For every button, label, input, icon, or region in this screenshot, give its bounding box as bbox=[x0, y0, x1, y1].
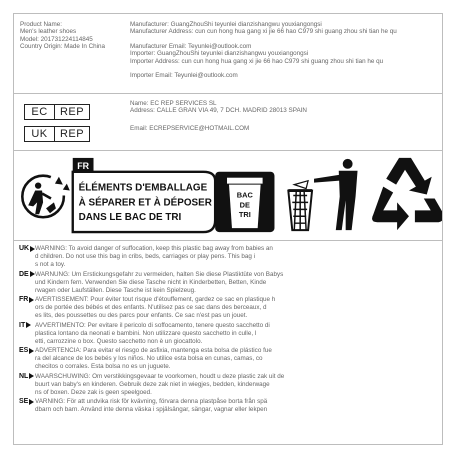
rep-email: Email: ECREPSERVICE@HOTMAIL.COM bbox=[130, 124, 250, 132]
language-tag bbox=[19, 398, 34, 405]
language-tag bbox=[19, 245, 35, 252]
product-name-label: Product Name: bbox=[20, 21, 62, 28]
warning-text-line: AVERTISSEMENT: Pour éviter tout risque d'étouffement, gardez ce sac en plastique h bbox=[35, 296, 276, 303]
warning-text-line: ra del alcance de los bebés y los niños. No utilice esta bolsa en cunas, camas, co bbox=[35, 355, 263, 362]
importer-email: Importer Email: Teyunlei@outlook.com bbox=[130, 72, 238, 80]
warning-text-line: dbarn och barn. Använd inte denna väska i spjälsängar, sängar, vagnar eller lekpen bbox=[35, 406, 268, 413]
language-code: UK bbox=[19, 245, 30, 252]
arrow-right-icon bbox=[30, 271, 35, 277]
tidyman-icon bbox=[288, 159, 357, 230]
warning-se bbox=[14, 398, 442, 414]
manufacturer-email: Manufacturer Email: Teyunlei@outlook.com bbox=[130, 42, 252, 50]
recycle-icon bbox=[372, 158, 442, 230]
manufacturer-importer-details bbox=[130, 21, 442, 79]
language-tag bbox=[19, 373, 34, 380]
triman-country: FR bbox=[77, 160, 90, 171]
product-label bbox=[13, 13, 443, 445]
warning-text-line: WARNUNG: Um Erstickungsgefahr zu vermeiden, halten Sie diese Plastiktüte von Babys bbox=[35, 270, 284, 278]
triman-icon bbox=[22, 176, 69, 218]
ec-rep-ec: EC bbox=[25, 105, 55, 119]
warning-text-line: es lits, des poussettes ou des parcs pour enfants. Ce sac n'est pas un jouet. bbox=[35, 312, 248, 319]
warning-text-line: AVVERTIMENTO: Per evitare il pericolo di soffocamento, tenere questo sacchetto di bbox=[35, 321, 270, 329]
arrow-right-icon bbox=[30, 246, 35, 252]
warnings-list bbox=[14, 245, 442, 416]
product-info-section bbox=[14, 14, 442, 94]
uk-rep-rep: REP bbox=[59, 128, 85, 140]
warning-text-line: rwagen oder Laufställen. Diese Tasche ist kein Spielzeug. bbox=[35, 286, 196, 294]
bin-label-1: BAC bbox=[236, 190, 253, 200]
manufacturer-address: Manufacturer Address: cun cun hong hua gang xi jie 66 hao C979 shi guang zhou shi tian he qu bbox=[130, 28, 397, 36]
rep-name: Name: EC REP SERVICES SL bbox=[130, 100, 217, 107]
warnings-section bbox=[14, 241, 442, 445]
language-tag bbox=[19, 296, 34, 303]
uk-rep-uk: UK bbox=[25, 127, 55, 141]
arrow-right-icon bbox=[26, 322, 31, 328]
arrow-right-icon bbox=[29, 399, 34, 405]
warning-nl bbox=[14, 373, 442, 397]
bin-label-2: DE bbox=[239, 200, 250, 210]
warning-es bbox=[14, 347, 442, 371]
language-code: SE bbox=[19, 398, 29, 405]
ec-rep-rep: REP bbox=[59, 106, 85, 118]
warning-text-line: s not a toy. bbox=[35, 261, 66, 268]
importer-address: Importer Address: cun cun hong hua gang xi jie 66 hao C979 shi guang zhou shi tian he qu bbox=[130, 57, 384, 65]
product-model: Model: 201731224114845 bbox=[20, 35, 93, 43]
warning-text-line: WARNING: To avoid danger of suffocation, keep this plastic bag away from babies an bbox=[35, 245, 273, 252]
warning-text-line: ADVERTENCIA: Para evitar el riesgo de asfixia, mantenga esta bolsa de plástico fue bbox=[35, 347, 272, 354]
triman-line-3: DANS LE BAC DE TRI bbox=[78, 212, 182, 224]
triman-line-1: ÉLÉMENTS D'EMBALLAGE bbox=[78, 182, 208, 194]
language-code: DE bbox=[19, 270, 29, 278]
warning-text-line: WAARSCHUWING: Om verstikkingsgevaar te voorkomen, houdt u deze plastic zak uit de bbox=[35, 372, 285, 380]
warning-uk bbox=[14, 245, 442, 269]
warning-text-line: plastica lontano da neonati e bambini. Non utilizzare questo sacchetto in culle, l bbox=[35, 329, 257, 337]
arrow-right-icon bbox=[29, 348, 34, 354]
warning-text-line: etti, carrozzine o box. Questo sacchetto non è un giocattolo. bbox=[35, 337, 203, 345]
warning-text-line: ns of boxen. Deze zak is geen speelgoed. bbox=[35, 388, 152, 396]
triman-line-2: À SÉPARER ET À DÉPOSER bbox=[78, 197, 212, 209]
rep-details bbox=[130, 100, 440, 132]
uk-rep-symbol bbox=[24, 126, 90, 142]
language-code: NL bbox=[19, 372, 29, 380]
ec-rep-symbol bbox=[24, 104, 90, 120]
warning-fr bbox=[14, 296, 442, 320]
language-tag bbox=[19, 271, 35, 278]
arrow-right-icon bbox=[29, 373, 34, 379]
manufacturer-name: Manufacturer: GuangZhouShi teyunlei dianzishangwu youxiangongsi bbox=[130, 21, 322, 28]
language-tag bbox=[19, 347, 34, 354]
warning-text-line: ors de portée des bébés et des enfants. N'utilisez pas ce sac dans des berceaux, d bbox=[35, 304, 267, 311]
warning-it bbox=[14, 322, 442, 346]
warning-text-line: und Kindern fern. Verwenden Sie diese Tasche nicht in Kinderbetten, Betten, Kinde bbox=[35, 278, 267, 286]
importer-name: Importer: GuangZhouShi teyunlei dianzishangwu youxiangongsi bbox=[130, 50, 309, 58]
warning-text-line: checitos o corrales. Esta bolsa no es un juguete. bbox=[35, 363, 171, 370]
language-tag bbox=[19, 322, 31, 329]
rep-section bbox=[14, 94, 442, 151]
arrow-right-icon bbox=[29, 297, 34, 303]
recycling-icons bbox=[14, 151, 442, 240]
product-item: Men's leather shoes bbox=[20, 28, 77, 36]
warning-text-line: d children. Do not use this bag in cribs, beds, carriages or play pens. This bag i bbox=[35, 253, 256, 260]
triman-info-panel bbox=[73, 158, 275, 232]
language-code: IT bbox=[19, 321, 26, 329]
language-code: ES bbox=[19, 347, 29, 354]
recycling-section bbox=[14, 151, 442, 241]
warning-text-line: VARNING: För att undvika risk för kvävning, förvara denna plastpåse borta från spä bbox=[35, 398, 268, 405]
product-details bbox=[20, 21, 124, 51]
rep-address: Address: CALLE GRAN VIA 49, 7 DCH. MADRID 28013 SPAIN bbox=[130, 107, 307, 115]
language-code: FR bbox=[19, 296, 29, 303]
warning-text-line: buurt van baby's en kinderen. Gebruik deze zak niet in wiegjes, bedden, kinderwage bbox=[35, 380, 270, 388]
bin-label-3: TRI bbox=[238, 210, 251, 220]
warning-de bbox=[14, 271, 442, 295]
product-origin: Country Origin: Made In China bbox=[20, 43, 106, 51]
